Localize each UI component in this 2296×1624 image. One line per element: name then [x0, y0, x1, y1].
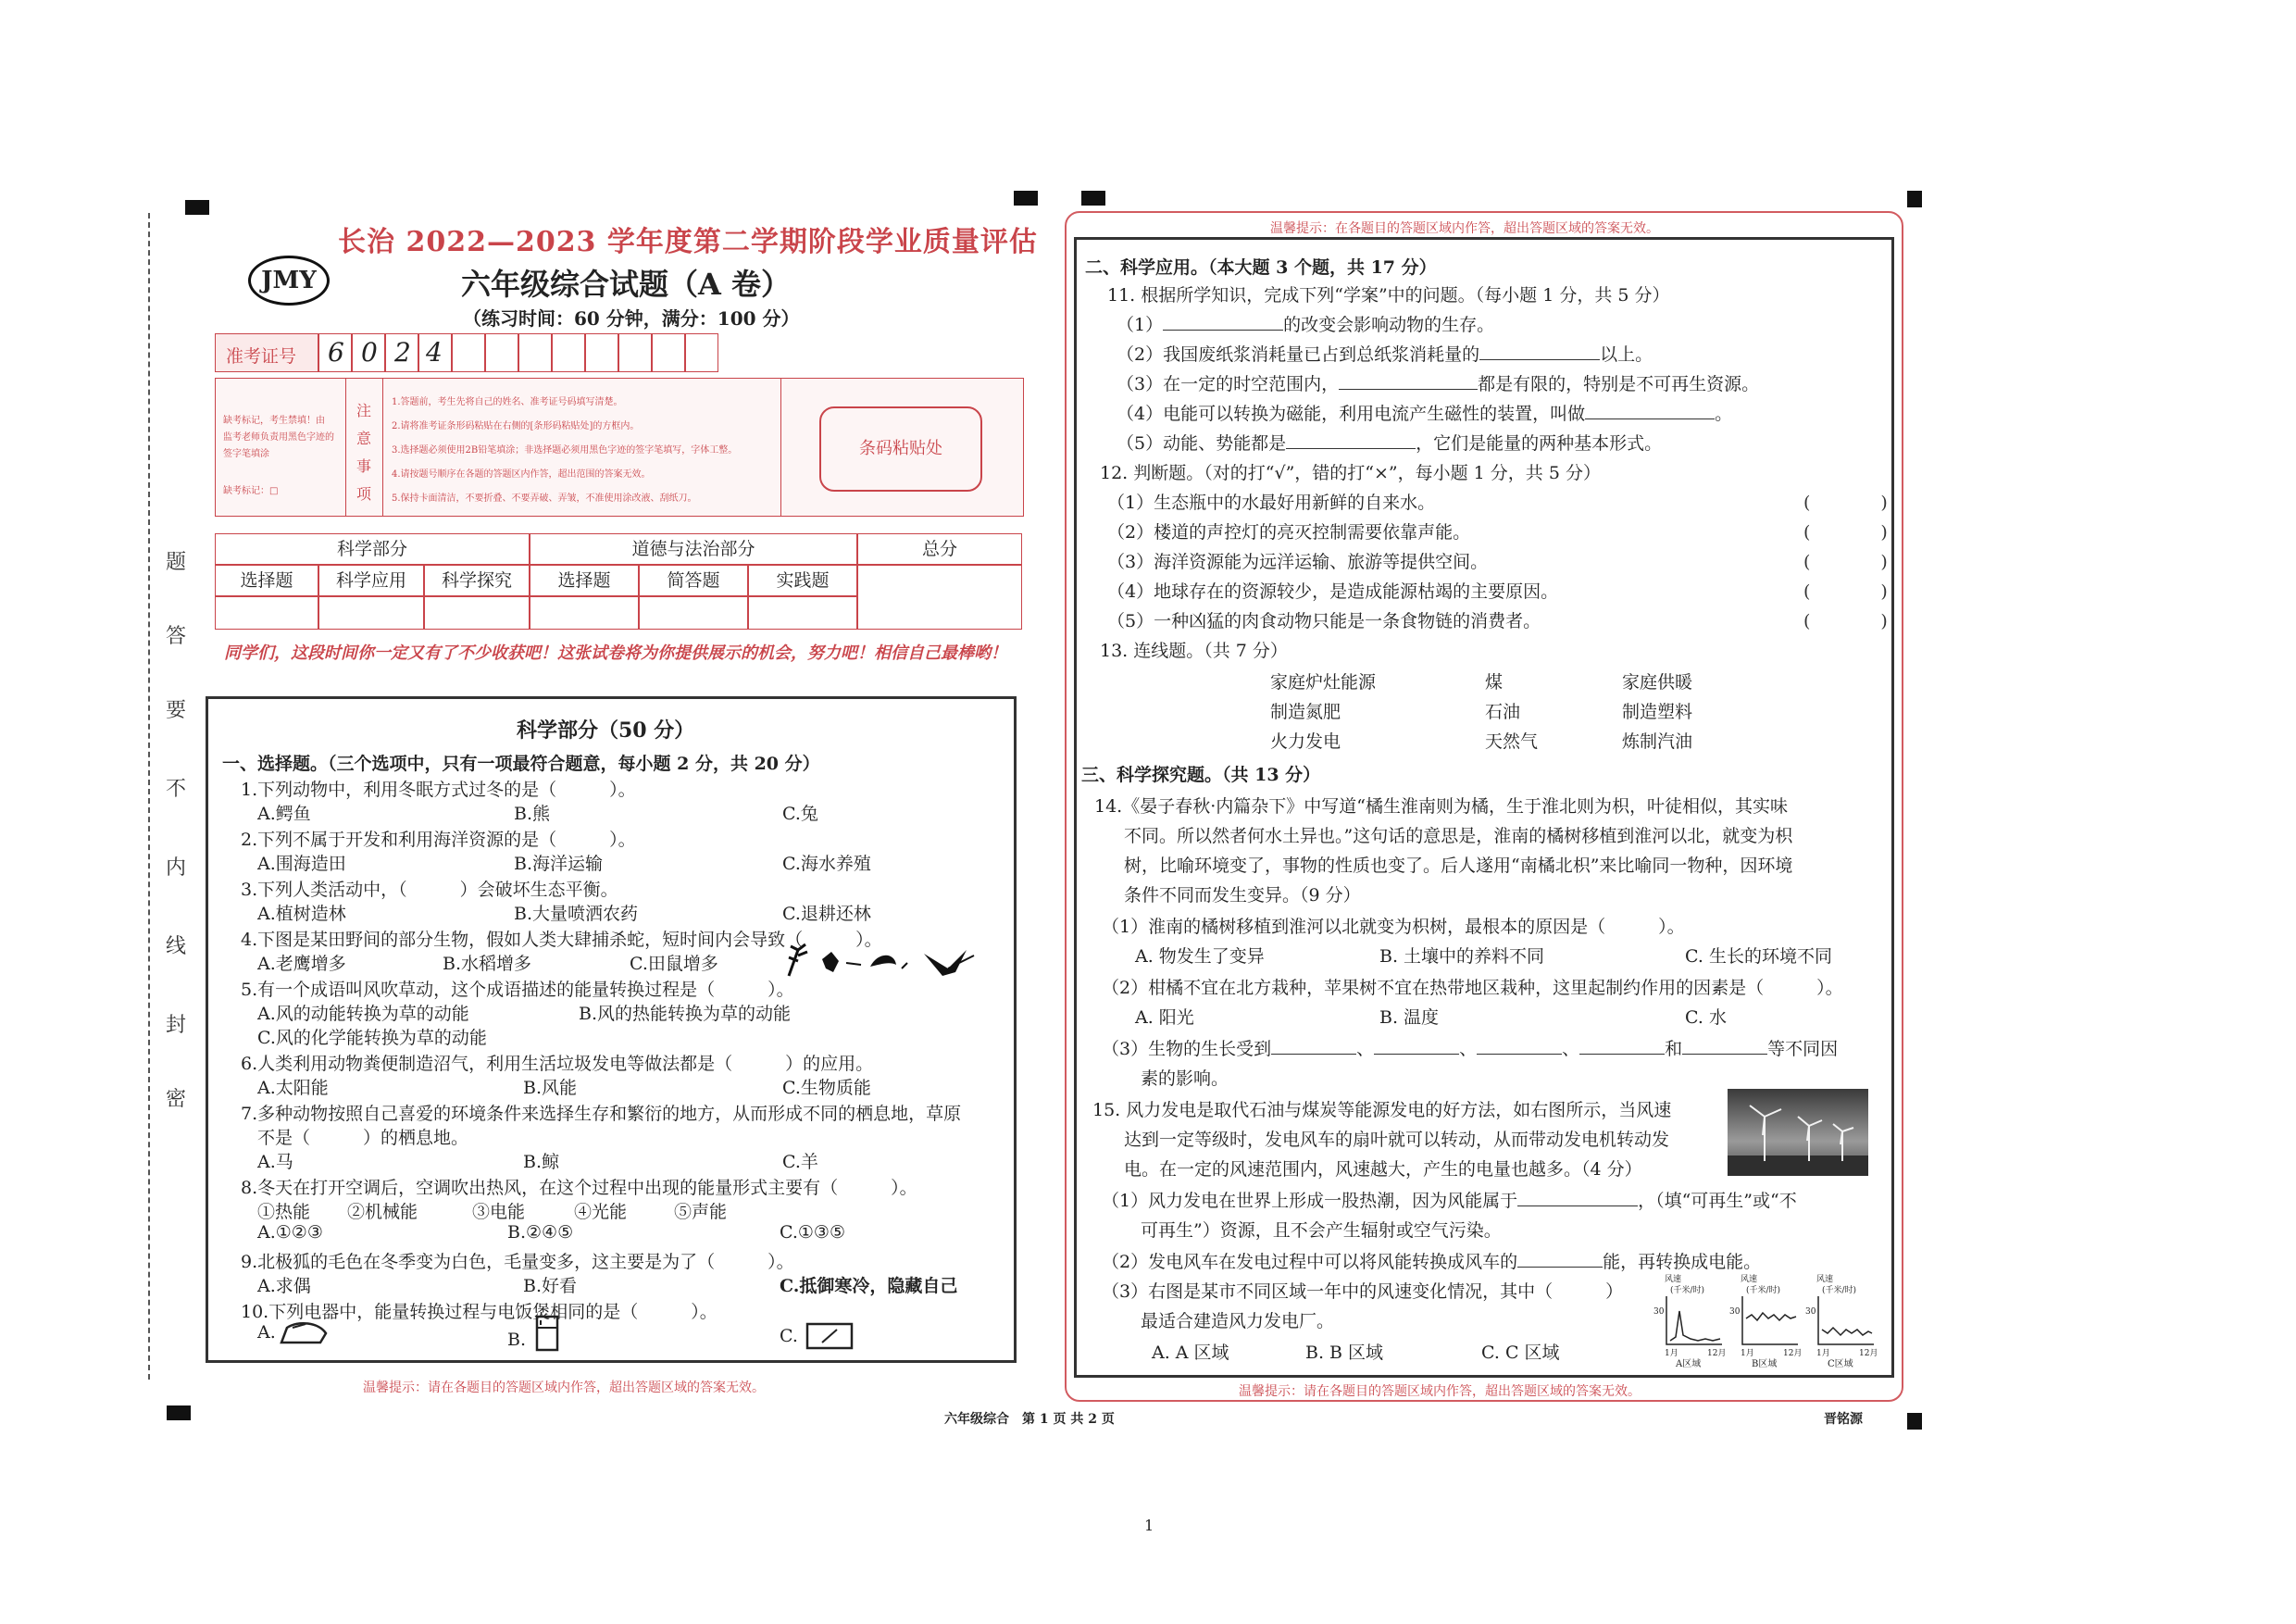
chart-unit: (千米/时) [1822, 1286, 1857, 1295]
chart-ytick: 30 [1805, 1307, 1816, 1317]
tv-icon [805, 1322, 854, 1352]
notice-left-line: 缺考标记，考生禁填！由 [223, 416, 325, 426]
q6-option-a: A.太阳能 [257, 1078, 329, 1098]
notice-item: 5.保持卡面清洁，不要折叠、不要弄破、弄皱，不准使用涂改液、刮纸刀。 [392, 493, 697, 504]
chart-unit: (千米/时) [1670, 1286, 1705, 1295]
side-char: 要 [165, 699, 186, 722]
q11-item-1-post: 的改变会影响动物的生存。 [1283, 315, 1495, 335]
side-char: 密 [165, 1088, 186, 1111]
wind-turbine-photo [1728, 1089, 1868, 1176]
q1-option-c: C.兔 [782, 804, 818, 824]
q6-option-c: C.生物质能 [782, 1078, 871, 1098]
q13-col2-item: 天然气 [1485, 731, 1539, 752]
q9-option-b: B.好看 [523, 1276, 578, 1296]
side-char: 内 [165, 856, 186, 880]
notice-item: 2.请将准考证条形码粘贴在右侧的[条形码粘贴处]的方框内。 [392, 421, 640, 431]
exam-number-digit: 4 [426, 337, 443, 368]
wind-chart-b [1728, 1272, 1803, 1369]
section1-heading: 一、选择题。（三个选项中，只有一项最符合题意，每小题 2 分，共 20 分） [222, 754, 820, 774]
chart-label: B区域 [1752, 1359, 1778, 1369]
q4-option-c: C.田鼠增多 [630, 954, 718, 974]
question-7-cont: 不是（ ）的栖息地。 [257, 1128, 469, 1148]
exam-number-digit: 6 [328, 337, 344, 368]
q9-option-a: A.求偶 [257, 1276, 311, 1296]
chart-xtick: 12月 [1783, 1349, 1803, 1358]
q9-option-c: C.抵御寒冷，隐藏自己 [780, 1276, 958, 1296]
chart-plot [1741, 1293, 1800, 1348]
separator: 、 [1562, 1039, 1580, 1059]
fridge-icon [533, 1315, 561, 1352]
q13-col3-item: 炼制汽油 [1622, 731, 1693, 752]
wind-chart-a [1652, 1272, 1727, 1369]
q12-item-5: （5）一种凶猛的肉食动物只能是一条食物链的消费者。 [1107, 611, 1541, 631]
question-8: 8.冬天在打开空调后，空调吹出热风，在这个过程中出现的能量形式主要有（ ）。 [241, 1178, 917, 1198]
q14-3-post: 等不同因 [1767, 1039, 1839, 1059]
q11-item-4 [1117, 400, 1732, 425]
blank[interactable] [1479, 342, 1600, 360]
chart-plot [1816, 1293, 1876, 1348]
question-14-line: 条件不同而发生变异。（9 分） [1124, 885, 1361, 906]
q10-option-b: B. [507, 1330, 527, 1350]
score-col: 简答题 [667, 570, 720, 591]
q8-form: ③电能 [472, 1202, 526, 1222]
left-footer-tip: 温馨提示：请在各题目的答题区域内作答，超出答题区域的答案无效。 [363, 1380, 765, 1395]
side-char: 答 [165, 625, 186, 648]
section2-heading: 二、科学应用。（本大题 3 个题，共 17 分） [1085, 257, 1437, 278]
q11-item-4-pre: （4）电能可以转换为磁能，利用电流产生磁性的装置，叫做 [1117, 404, 1586, 424]
separator: 和 [1665, 1039, 1683, 1059]
q5-option-c: C.风的化学能转换为草的动能 [257, 1028, 487, 1048]
q14-sub-1: （1）淮南的橘树移植到淮河以北就变为枳树，最根本的原因是（ ）。 [1102, 917, 1685, 937]
q5-option-a: A.风的动能转换为草的动能 [257, 1004, 469, 1024]
question-2: 2.下列不属于开发和利用海洋资源的是（ ）。 [241, 830, 636, 850]
side-char: 不 [165, 778, 186, 801]
question-15-line: 15. 风力发电是取代石油与煤炭等能源发电的好方法，如右图所示，当风速 [1092, 1100, 1672, 1120]
q1-option-a: A.鳄鱼 [257, 804, 311, 824]
q14-1-option-b: B. 土壤中的养料不同 [1379, 946, 1545, 967]
logo [248, 256, 330, 306]
side-char: 封 [165, 1014, 186, 1037]
notice-left-line: 监考老师负责用黑色字迹的 [223, 432, 334, 443]
score-col: 科学应用 [335, 570, 406, 591]
q8-option-b: B.②④⑤ [507, 1222, 574, 1243]
blank[interactable] [1163, 312, 1283, 331]
notice-item: 1.答题前，考生先将自己的姓名、准考证号码填写清楚。 [392, 397, 623, 407]
q13-col1-item: 火力发电 [1270, 731, 1341, 752]
q15-sub-3-cont: 最适合建造风力发电厂。 [1141, 1311, 1335, 1331]
q12-item-1: （1）生态瓶中的水最好用新鲜的自来水。 [1107, 493, 1436, 513]
question-10: 10.下列电器中，能量转换过程与电饭煲相同的是（ ）。 [241, 1302, 718, 1322]
q15-1-post: ，（填“可再生”或“不 [1638, 1191, 1797, 1211]
q15-2-post: 能，再转换成电能。 [1603, 1252, 1762, 1272]
q6-option-b: B.风能 [523, 1078, 578, 1098]
q12-item-3: （3）海洋资源能为远洋运输、旅游等提供空间。 [1107, 552, 1489, 572]
score-group-moral: 道德与法治部分 [631, 539, 755, 559]
q11-item-3-post: 都是有限的，特别是不可再生资源。 [1478, 374, 1760, 394]
q4-option-b: B.水稻增多 [443, 954, 532, 974]
logo-text: JMY [261, 267, 317, 294]
separator: 、 [1459, 1039, 1478, 1059]
exam-number-digit: 2 [394, 337, 411, 368]
q14-1-option-a: A. 物发生了变异 [1135, 946, 1265, 967]
section3-heading: 三、科学探究题。（共 13 分） [1081, 765, 1321, 785]
notice-left-line: 缺考标记：□ [223, 486, 279, 496]
q13-col1-item: 家庭炉灶能源 [1270, 672, 1377, 693]
publisher: 晋铭源 [1824, 1412, 1863, 1427]
question-14-line: 树，比喻环境变了，事物的性质也变了。后人遂用“南橘北枳”来比喻同一物种，因环境 [1124, 856, 1793, 876]
answer-parens[interactable]: ( ) [1803, 522, 1888, 543]
q2-option-c: C.海水养殖 [782, 854, 871, 874]
chart-ylabel: 风速 [1816, 1275, 1834, 1284]
chart-ytick: 30 [1729, 1307, 1741, 1317]
chart-label: A区域 [1676, 1359, 1702, 1369]
exam-number-digit: 0 [361, 337, 378, 368]
page-number: 1 [1144, 1517, 1154, 1534]
chart-ytick: 30 [1653, 1307, 1665, 1317]
chart-ylabel: 风速 [1665, 1275, 1682, 1284]
q11-item-3 [1117, 370, 1759, 395]
score-col: 科学探究 [441, 570, 512, 591]
q14-2-option-b: B. 温度 [1379, 1007, 1440, 1028]
q13-col3-item: 家庭供暖 [1622, 672, 1693, 693]
right-header-tip: 温馨提示：在各题目的答题区域内作答，超出答题区域的答案无效。 [1270, 221, 1659, 236]
q11-item-2-post: 以上。 [1600, 344, 1653, 365]
q14-2-option-c: C. 水 [1685, 1007, 1727, 1028]
q14-1-option-c: C. 生长的环境不同 [1685, 946, 1832, 967]
answer-parens[interactable]: ( ) [1803, 493, 1888, 513]
blank[interactable] [1374, 1036, 1459, 1055]
chart-xtick: 1月 [1665, 1349, 1678, 1358]
question-13: 13. 连线题。（共 7 分） [1100, 641, 1288, 661]
chart-unit: (千米/时) [1746, 1286, 1781, 1295]
q15-sub-1 [1102, 1187, 1797, 1212]
answer-parens[interactable]: ( ) [1803, 581, 1888, 602]
chart-label: C区域 [1828, 1359, 1853, 1369]
q14-sub-3 [1102, 1035, 1838, 1060]
answer-parens[interactable]: ( ) [1803, 552, 1888, 572]
notice-item: 4.请按题号顺序在各题的答题区内作答，超出范围的答案无效。 [392, 469, 651, 480]
score-col: 选择题 [557, 570, 611, 591]
encourage-text: 同学们，这段时间你一定又有了不少收获吧！这张试卷将为你提供展示的机会，努力吧！相信自己最棒哟！ [224, 643, 1007, 663]
score-total: 总分 [921, 539, 957, 559]
notice-block [215, 378, 1024, 517]
registration-mark [1081, 191, 1105, 206]
exam-title: 长治 2022—2023 学年度第二学期阶段学业质量评估 [338, 226, 1038, 258]
right-footer-tip: 温馨提示：请在各题目的答题区域内作答，超出答题区域的答案无效。 [1239, 1384, 1641, 1399]
q8-form: ①热能 [257, 1202, 311, 1222]
q7-option-c: C.羊 [782, 1152, 818, 1172]
question-14-line: 不同。所以然者何水土异也。”这句话的意思是，淮南的橘树移植到淮河以北，就变为枳 [1124, 826, 1793, 846]
q1-option-b: B.熊 [514, 804, 551, 824]
q4-option-a: A.老鹰增多 [257, 954, 346, 974]
cut-line [148, 213, 150, 1380]
q11-item-2-pre: （2）我国废纸浆消耗量已占到总纸浆消耗量的 [1117, 344, 1480, 365]
chart-ylabel: 风速 [1741, 1275, 1758, 1284]
notice-item: 3.选择题必须使用2B铅笔填涂；非选择题必须用黑色字迹的签字笔填写，字体工整。 [392, 445, 738, 456]
blank[interactable] [1585, 401, 1715, 419]
q12-item-4: （4）地球存在的资源较少，是造成能源枯竭的主要原因。 [1107, 581, 1559, 602]
q15-1-pre: （1）风力发电在世界上形成一股热潮，因为风能属于 [1102, 1191, 1518, 1211]
question-3: 3.下列人类活动中，（ ）会破坏生态平衡。 [241, 880, 618, 900]
q15-option-b: B. B 区域 [1305, 1343, 1384, 1363]
q14-sub-3-cont: 素的影响。 [1141, 1068, 1229, 1089]
q8-form: ⑤声能 [674, 1202, 728, 1222]
question-1: 1.下列动物中，利用冬眠方式过冬的是（ ）。 [241, 780, 636, 800]
blank[interactable] [1286, 431, 1416, 449]
q13-col1-item: 制造氮肥 [1270, 702, 1341, 722]
q2-option-a: A.围海造田 [257, 854, 346, 874]
notice-label: 注意事项 [356, 402, 371, 503]
barcode-area [819, 406, 982, 492]
exam-number-box [215, 333, 742, 372]
blank[interactable] [1271, 1036, 1356, 1055]
q3-option-b: B.大量喷洒农药 [514, 904, 639, 924]
chart-xtick: 1月 [1816, 1349, 1830, 1358]
question-12: 12. 判断题。（对的打“√”，错的打“×”，每小题 1 分，共 5 分） [1100, 463, 1601, 483]
q14-2-option-a: A. 阳光 [1135, 1007, 1194, 1028]
science-title: 科学部分（50 分） [517, 718, 695, 743]
blank[interactable] [1579, 1036, 1665, 1055]
q11-item-2 [1117, 341, 1653, 366]
exam-info: （练习时间：60 分钟，满分：100 分） [463, 307, 800, 330]
chart-xtick: 1月 [1741, 1349, 1754, 1358]
q8-option-c: C.①③⑤ [780, 1222, 845, 1243]
question-11: 11. 根据所学知识，完成下列“学案”中的问题。（每小题 1 分，共 5 分） [1107, 285, 1670, 306]
registration-mark [185, 200, 209, 215]
q10-option-a: A. [257, 1322, 276, 1343]
score-col: 选择题 [240, 570, 293, 591]
blank[interactable] [1682, 1036, 1767, 1055]
question-14-line: 14.《晏子春秋·内篇杂下》中写道“橘生淮南则为橘，生于淮北则为枳，叶徒相似，其实味 [1094, 796, 1788, 817]
exam-subtitle: 六年级综合试题（A 卷） [461, 267, 791, 302]
question-4: 4.下图是某田野间的部分生物，假如人类大肆捕杀蛇，短时间内会导致（ ）。 [241, 930, 882, 950]
q10-option-c: C. [780, 1326, 798, 1346]
barcode-label: 条码粘贴处 [859, 439, 942, 458]
q11-item-1 [1117, 311, 1494, 336]
chart-xtick: 12月 [1859, 1349, 1878, 1358]
q7-option-b: B.鲸 [523, 1152, 560, 1172]
notice-left-line: 签字笔填涂 [223, 449, 269, 459]
food-chain-image [785, 941, 1007, 980]
q14-sub-2: （2）柑橘不宜在北方栽种，苹果树不宜在热带地区栽种，这里起制约作用的因素是（ ）。 [1102, 978, 1843, 998]
q2-option-b: B.海洋运输 [514, 854, 604, 874]
question-15-line: 电。在一定的风速范围内，风速越大，产生的电量也越多。（4 分） [1124, 1159, 1642, 1180]
q15-option-a: A. A 区域 [1152, 1343, 1229, 1363]
question-15-line: 达到一定等级时，发电风车的扇叶就可以转动，从而带动发电机转动发 [1124, 1130, 1670, 1150]
q12-item-2: （2）楼道的声控灯的亮灭控制需要依靠声能。 [1107, 522, 1471, 543]
side-char: 线 [165, 935, 186, 958]
score-table [215, 533, 1022, 630]
question-7: 7.多种动物按照自己喜爱的环境条件来选择生存和繁衍的地方，从而形成不同的栖息地，草原 [241, 1104, 962, 1124]
q13-col2-item: 煤 [1485, 672, 1504, 693]
q13-col2-item: 石油 [1485, 702, 1521, 722]
registration-mark [1907, 1413, 1922, 1430]
q8-option-a: A.①②③ [257, 1222, 323, 1243]
score-col: 实践题 [776, 570, 830, 591]
blank[interactable] [1477, 1036, 1562, 1055]
registration-mark [1907, 191, 1922, 207]
q11-item-4-post: 。 [1715, 404, 1733, 424]
question-9: 9.北极狐的毛色在冬季变为白色，毛量变多，这主要是为了（ ）。 [241, 1252, 794, 1272]
chart-xtick: 12月 [1707, 1349, 1727, 1358]
q15-sub-3: （3）右图是某市不同区域一年中的风速变化情况，其中（ ） [1102, 1281, 1624, 1302]
q11-item-5-pre: （5）动能、势能都是 [1117, 433, 1287, 454]
page-footer: 六年级综合 第 1 页 共 2 页 [944, 1412, 1115, 1427]
q5-option-b: B.风的热能转换为草的动能 [579, 1004, 792, 1024]
blank[interactable] [1517, 1249, 1603, 1268]
q8-form: ④光能 [574, 1202, 628, 1222]
question-6: 6.人类利用动物粪便制造沼气，利用生活垃圾发电等做法都是（ ）的应用。 [241, 1054, 874, 1074]
chart-plot [1665, 1293, 1724, 1348]
separator: 、 [1356, 1039, 1375, 1059]
q14-3-pre: （3）生物的生长受到 [1102, 1039, 1272, 1059]
iron-icon [278, 1315, 330, 1348]
q15-sub-2 [1102, 1248, 1761, 1273]
q15-2-pre: （2）发电风车在发电过程中可以将风能转换成风车的 [1102, 1252, 1518, 1272]
exam-number-label: 准考证号 [226, 346, 297, 367]
question-5: 5.有一个成语叫风吹草动，这个成语描述的能量转换过程是（ ）。 [241, 980, 794, 1000]
q11-item-5-post: ，它们是能量的两种基本形式。 [1416, 433, 1663, 454]
q8-form: ②机械能 [347, 1202, 418, 1222]
q3-option-a: A.植树造林 [257, 904, 346, 924]
blank[interactable] [1517, 1188, 1638, 1206]
q7-option-a: A.马 [257, 1152, 293, 1172]
side-char: 题 [165, 551, 186, 574]
answer-parens[interactable]: ( ) [1803, 611, 1888, 631]
q15-option-c: C. C 区域 [1481, 1343, 1560, 1363]
q11-item-1-pre: （1） [1117, 315, 1164, 335]
q11-item-5 [1117, 430, 1662, 455]
q13-col3-item: 制造塑料 [1622, 702, 1693, 722]
q15-sub-1-cont: 可再生”）资源，且不会产生辐射或空气污染。 [1141, 1220, 1502, 1241]
q11-item-3-pre: （3）在一定的时空范围内， [1117, 374, 1340, 394]
blank[interactable] [1339, 371, 1478, 390]
registration-mark [1014, 191, 1038, 206]
q3-option-c: C.退耕还林 [782, 904, 871, 924]
wind-chart-c [1803, 1272, 1878, 1369]
registration-mark [167, 1405, 191, 1420]
score-group-science: 科学部分 [336, 539, 407, 559]
